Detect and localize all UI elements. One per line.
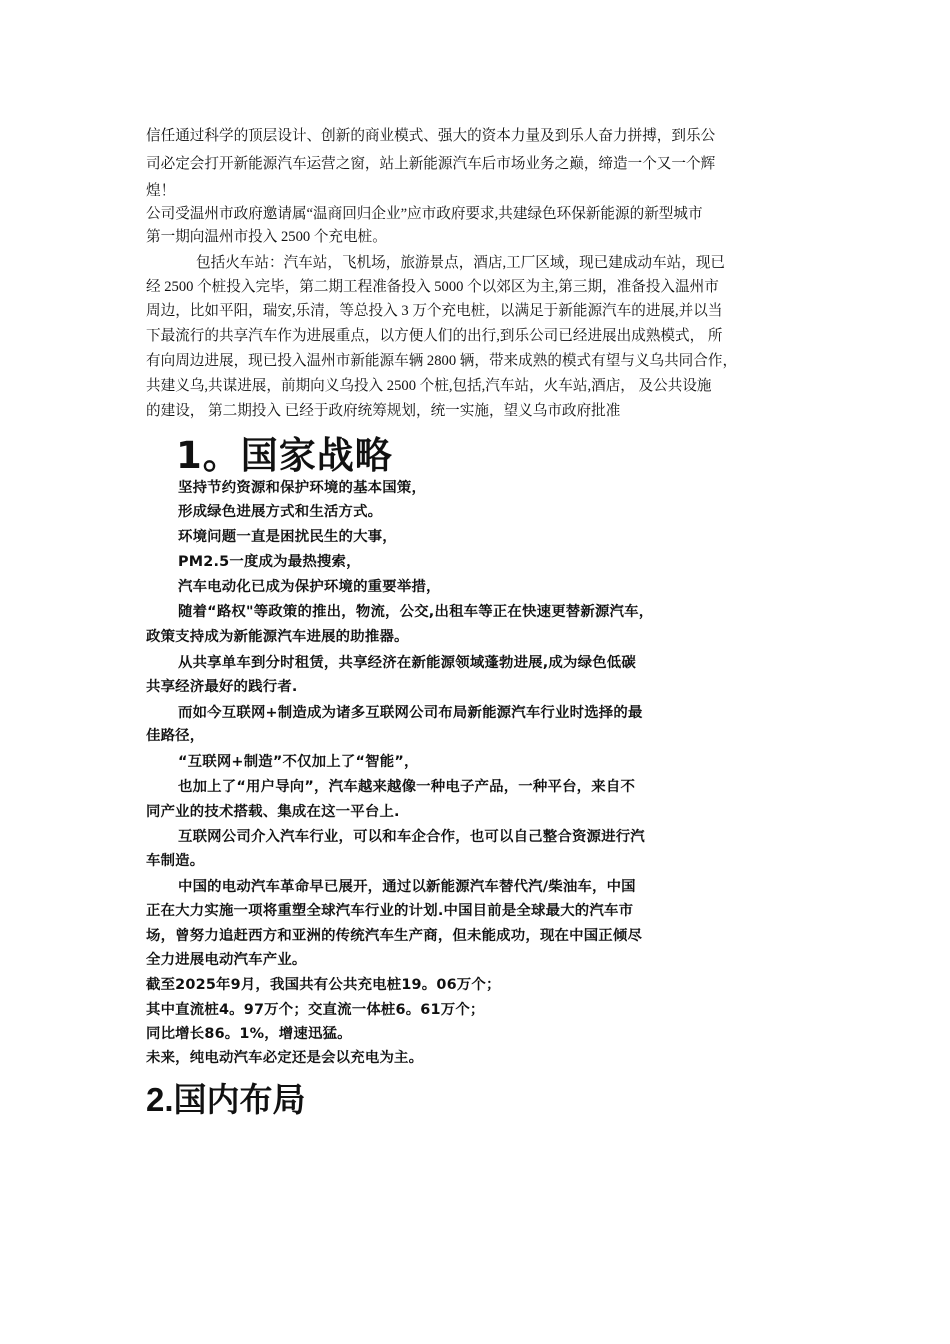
section1-line: 共享经济最好的践行者. xyxy=(146,679,298,695)
section1-line: 正在大力实施一项将重塑全球汽车行业的计划.中国目前是全球最大的汽车市 xyxy=(146,903,634,919)
section1-line: 同产业的技术搭载、集成在这一平台上. xyxy=(146,804,400,820)
intro-line: 下最流行的共享汽车作为进展重点，以方便人们的出行,到乐公司已经进展出成熟模式， 所 xyxy=(146,328,723,344)
intro-line: 的建设， 第二期投入 已经于政府统筹规划，统一实施，望义乌市政府批准 xyxy=(146,403,621,419)
section1-line: 全力进展电动汽车产业。 xyxy=(146,952,307,968)
section1-line: 未来，纯电动汽车必定还是会以充电为主。 xyxy=(146,1050,424,1066)
intro-line: 共建义乌,共谋进展，前期向义乌投入 2500 个桩,包括,汽车站，火车站,酒店， 及公共设施 xyxy=(146,378,712,394)
section1-line: 其中直流桩4。97万个；交直流一体桩6。61万个； xyxy=(146,1002,485,1018)
section1-line: 汽车电动化已成为保护环境的重要举措， xyxy=(178,579,441,595)
section2-heading: 2.国内布局 xyxy=(146,1081,306,1118)
section1-line: “互联网+制造”不仅加上了“智能”， xyxy=(178,754,419,770)
section1-line: 形成绿色进展方式和生活方式。 xyxy=(178,504,383,520)
section1-line: 政策支持成为新能源汽车进展的助推器。 xyxy=(146,629,409,645)
intro-line: 有向周边进展，现已投入温州市新能源车辆 2800 辆，带来成熟的模式有望与义乌共同合作， xyxy=(146,353,738,369)
section1-line: 也加上了“用户导向”，汽车越来越像一种电子产品，一种平台，来自不 xyxy=(178,779,636,795)
section1-line: 中国的电动汽车革命早已展开，通过以新能源汽车替代汽/柴油车，中国 xyxy=(178,879,636,895)
section1-line: 车制造。 xyxy=(146,853,205,869)
section1-line: 佳路径， xyxy=(146,728,205,744)
intro-line: 第一期向温州市投入 2500 个充电桩。 xyxy=(146,229,387,245)
section1-line: 环境问题一直是困扰民生的大事， xyxy=(178,529,397,545)
section1-line: 从共享单车到分时租赁，共享经济在新能源领域蓬勃进展,成为绿色低碳 xyxy=(178,655,636,671)
section1-heading: 1。国家战略 xyxy=(176,434,393,477)
intro-line: 周边，比如平阳，瑞安,乐清，等总投入 3 万个充电桩，以满足于新能源汽车的进展,并以当 xyxy=(146,303,723,319)
section1-line: PM2.5一度成为最热搜索， xyxy=(178,554,361,570)
section1-line: 截至2025年9月，我国共有公共充电桩19。06万个； xyxy=(146,977,501,993)
section1-line: 互联网公司介入汽车行业，可以和车企合作，也可以自己整合资源进行汽 xyxy=(178,829,645,845)
intro-line: 司必定会打开新能源汽车运营之窗，站上新能源汽车后市场业务之巅，缔造一个又一个辉 xyxy=(146,156,716,172)
section1-line: 同比增长86。1%，增速迅猛。 xyxy=(146,1026,352,1042)
section1-line: 场，曾努力追赶西方和亚洲的传统汽车生产商，但未能成功，现在中国正倾尽 xyxy=(146,928,643,944)
section1-line: 而如今互联网+制造成为诸多互联网公司布局新能源汽车行业时选择的最 xyxy=(178,705,643,721)
intro-line: 包括火车站：汽车站，飞机场，旅游景点，酒店,工厂区域，现已建成动车站，现已 xyxy=(196,255,726,271)
section1-line: 随着“路权"等政策的推出，物流，公交,出租车等正在快速更替新源汽车， xyxy=(178,604,654,620)
intro-line: 信任通过科学的顶层设计、创新的商业模式、强大的资本力量及到乐人奋力拼搏，到乐公 xyxy=(146,128,716,144)
intro-line: 经 2500 个桩投入完毕，第二期工程准备投入 5000 个以郊区为主,第三期，准备投入温州市 xyxy=(146,279,719,295)
intro-line: 公司受温州市政府邀请属“温商回归企业”应市政府要求,共建绿色环保新能源的新型城市 xyxy=(146,206,703,222)
intro-line: 煌！ xyxy=(146,183,176,199)
section1-line: 坚持节约资源和保护环境的基本国策， xyxy=(178,480,427,496)
